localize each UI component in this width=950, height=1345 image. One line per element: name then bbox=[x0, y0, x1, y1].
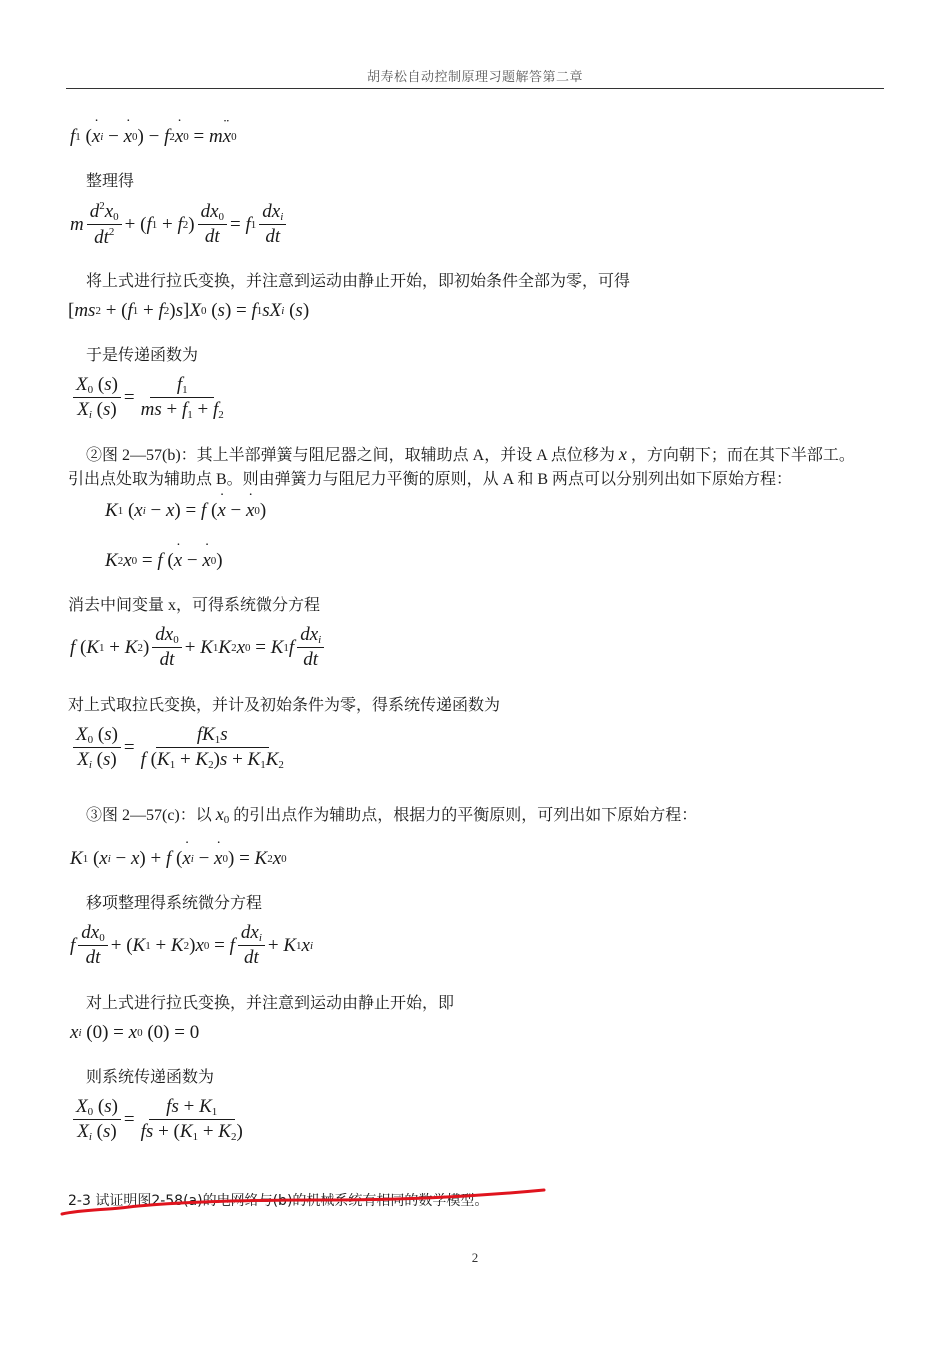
equation-laplace-1: [ ms 2 + ( f 1 + f 2 ) s ] X 0 ( s ) = f 1 sX i ( s ) bbox=[68, 300, 310, 321]
equation-transfer-2: $\frac{X_0 (s)}{X_i (s)}$ = $\frac{fK_1s}{f (K_1 + K_2)s + K_1K_2}$ bbox=[70, 724, 290, 771]
problem-2-3: 2-3 试证明图2-58(a)的电网络与(b)的机械系统有相同的数学模型。 bbox=[68, 1193, 489, 1209]
equation-force-balance: f 1 ( ˙ x i − ˙ x 0 ) − f 2 ˙ x 0 = m ¨ x 0 bbox=[70, 126, 237, 148]
equation-differential-3: f $\frac{dx_0}{dt}$ + ( K 1 + K 2 ) x 0 = f $\frac{dx_i}{dt}$ + K 1 x i bbox=[70, 922, 314, 968]
red-pen-underline bbox=[60, 1186, 550, 1220]
page-header: 胡寿松自动控制原理习题解答第二章 bbox=[366, 69, 583, 84]
paragraph-fig-b-line2: 引出点处取为辅助点 B。则由弹簧力与阻尼力平衡的原则，从 A 和 B 两点可以分别列出如下原始方程： bbox=[68, 471, 793, 488]
paragraph-laplace-3: 对上式进行拉氏变换，并注意到运动由静止开始，即 bbox=[86, 995, 455, 1012]
paragraph-fig-c bbox=[86, 802, 697, 826]
paragraph-fig-b-var: x bbox=[618, 444, 627, 464]
equation-differential-1: m $\frac{d^2x_0}{dt^2}$ + ( f 1 + f 2 ) $\frac{dx_0}{dt}$ = f 1 $\frac{dx_i}{dt}$ bbox=[70, 200, 289, 249]
equation-point-b: K 2 x 0 = f ( ˙ x − ˙ x 0 ) bbox=[105, 550, 223, 572]
paragraph-rearrange-c: 移项整理得系统微分方程 bbox=[86, 895, 263, 912]
paragraph-transfer-1: 于是传递函数为 bbox=[86, 347, 199, 364]
paragraph-fig-c-text-b: 的引出点作为辅助点，根据力的平衡原则，可列出如下原始方程： bbox=[233, 807, 698, 824]
equation-force-c: K 1 ( x i − x ) + f ( ˙ x i − ˙ x 0 ) = K 2 x 0 bbox=[70, 848, 287, 870]
paragraph-eliminate: 消去中间变量 x，可得系统微分方程 bbox=[68, 597, 321, 614]
paragraph-fig-c-sub: 0 bbox=[223, 814, 230, 826]
paragraph-fig-b-line1 bbox=[86, 442, 855, 465]
paragraph-fig-c-text-a: ③图 2—57(c)：以 bbox=[86, 807, 212, 824]
equation-initial-conditions: x i (0) = x 0 (0) = 0 bbox=[70, 1022, 200, 1043]
page-number: 2 bbox=[471, 1250, 479, 1265]
paragraph-fig-c-var: x bbox=[215, 804, 224, 824]
paragraph-laplace-1: 将上式进行拉氏变换，并注意到运动由静止开始，即初始条件全部为零，可得 bbox=[86, 273, 631, 290]
header-rule bbox=[66, 88, 884, 89]
equation-transfer-1: $\frac{X_0 (s)}{X_i (s)}$ = $\frac{f_1}{ms + f_1 + f_2}$ bbox=[70, 374, 230, 421]
equation-transfer-3: $\frac{X_0 (s)}{X_i (s)}$ = $\frac{fs + K_1}{fs + (K_1 + K_2)}$ bbox=[70, 1096, 249, 1143]
equation-point-a: K 1 ( x i − x ) = f ( ˙ x − ˙ x 0 ) bbox=[105, 500, 266, 522]
paragraph-rearranged: 整理得 bbox=[86, 173, 135, 190]
paragraph-fig-b-text-a: ②图 2—57(b)：其上半部弹簧与阻尼器之间，取辅助点 A，并设 A 点位移为 bbox=[86, 447, 615, 464]
paragraph-fig-b-text-b: ，方向朝下；而在其下半部工。 bbox=[630, 447, 855, 464]
paragraph-laplace-2: 对上式取拉氏变换，并计及初始条件为零，得系统传递函数为 bbox=[68, 697, 501, 714]
equation-differential-2: f ( K 1 + K 2 ) $\frac{dx_0}{dt}$ + K 1 K 2 x 0 = K 1 f $\frac{dx_i}{dt}$ bbox=[70, 624, 327, 671]
paragraph-transfer-3: 则系统传递函数为 bbox=[86, 1069, 215, 1086]
